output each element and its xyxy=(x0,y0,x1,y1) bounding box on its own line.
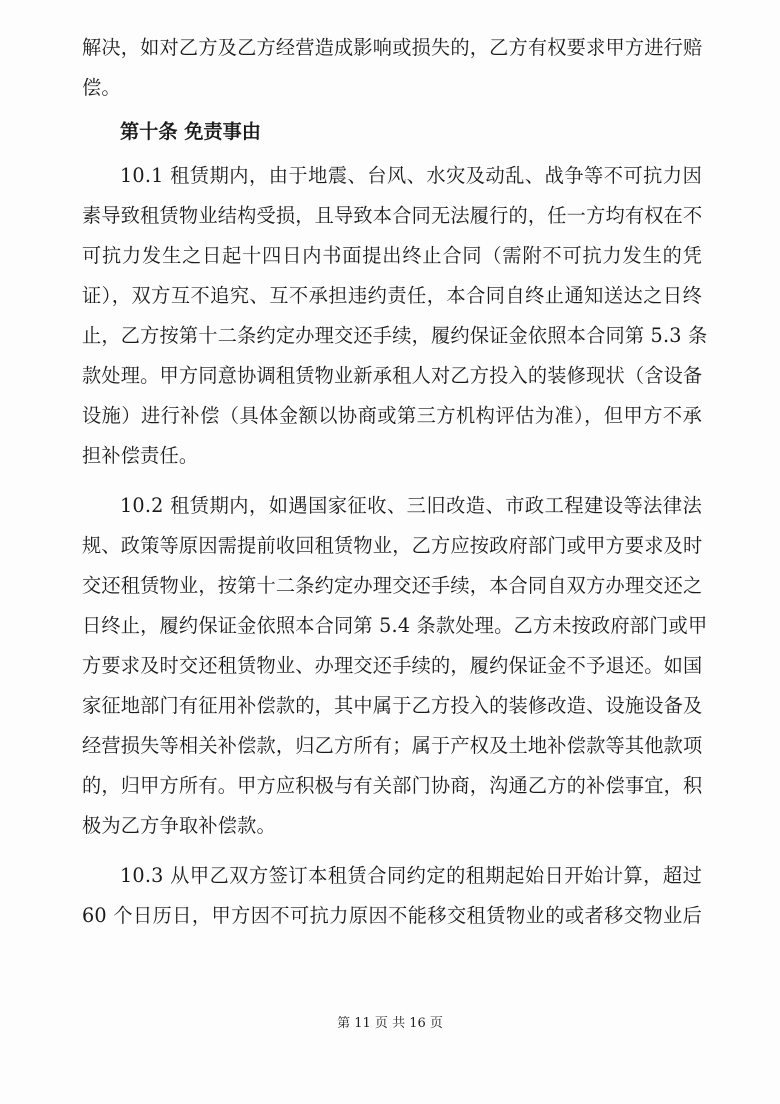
clause-10-2 xyxy=(82,486,708,846)
article-heading: 第十条 免责事由 xyxy=(120,120,261,143)
clause-10-3 xyxy=(82,856,702,936)
text-line: 10.3 从甲乙双方签订本租赁合同约定的租期起始日开始计算，超过 xyxy=(120,864,702,887)
spacer xyxy=(82,476,702,486)
text-line: 家征地部门有征用补偿款的，其中属于乙方投入的装修改造、设施设备及 xyxy=(82,694,703,717)
text-line: 素导致租赁物业结构受损，且导致本合同无法履行的，任一方均有权在不 xyxy=(82,204,703,227)
text-line: 经营损失等相关补偿款，归乙方所有；属于产权及土地补偿款等其他款项 xyxy=(82,734,703,757)
text-line: 偿。 xyxy=(82,76,121,99)
text-line: 证），双方互不追究、互不承担违约责任，本合同自终止通知送达之日终 xyxy=(82,284,702,307)
text-line: 交还租赁物业，按第十二条约定办理交还手续，本合同自双方办理交还之 xyxy=(82,574,703,597)
text-line: 款处理。甲方同意协调租赁物业新承租人对乙方投入的装修现状（含设备 xyxy=(82,364,703,387)
text-line: 规、政策等原因需提前收回租赁物业，乙方应按政府部门或甲方要求及时 xyxy=(82,534,703,557)
clause-10-1 xyxy=(82,156,708,476)
text-line: 60 个日历日，甲方因不可抗力原因不能移交租赁物业的或者移交物业后 xyxy=(82,904,702,927)
text-line: 设施）进行补偿（具体金额以协商或第三方机构评估为准），但甲方不承 xyxy=(82,404,702,427)
text-line: 担补偿责任。 xyxy=(82,444,199,467)
text-line: 止，乙方按第十二条约定办理交还手续，履约保证金依照本合同第 5.3 条 xyxy=(82,324,708,347)
page-number-footer: 第 11 页 共 16 页 xyxy=(337,1016,443,1031)
text-line: 可抗力发生之日起十四日内书面提出终止合同（需附不可抗力发生的凭 xyxy=(82,244,702,267)
spacer xyxy=(82,846,702,856)
text-line: 方要求及时交还租赁物业、办理交还手续的，履约保证金不予退还。如国 xyxy=(82,654,703,677)
text-line: 10.1 租赁期内，由于地震、台风、水灾及动乱、战争等不可抗力因 xyxy=(120,164,702,187)
text-line: 极为乙方争取补偿款。 xyxy=(82,814,276,837)
text-line: 10.2 租赁期内，如遇国家征收、三旧改造、市政工程建设等法律法 xyxy=(120,494,702,517)
text-line: 日终止，履约保证金依照本合同第 5.4 条款处理。乙方未按政府部门或甲 xyxy=(82,614,708,637)
text-line: 的，归甲方所有。甲方应积极与有关部门协商，沟通乙方的补偿事宜，积 xyxy=(82,774,703,797)
text-line: 解决，如对乙方及乙方经营造成影响或损失的，乙方有权要求甲方进行赔 xyxy=(82,36,703,59)
page-content xyxy=(82,28,708,936)
intro-paragraph xyxy=(82,28,702,108)
